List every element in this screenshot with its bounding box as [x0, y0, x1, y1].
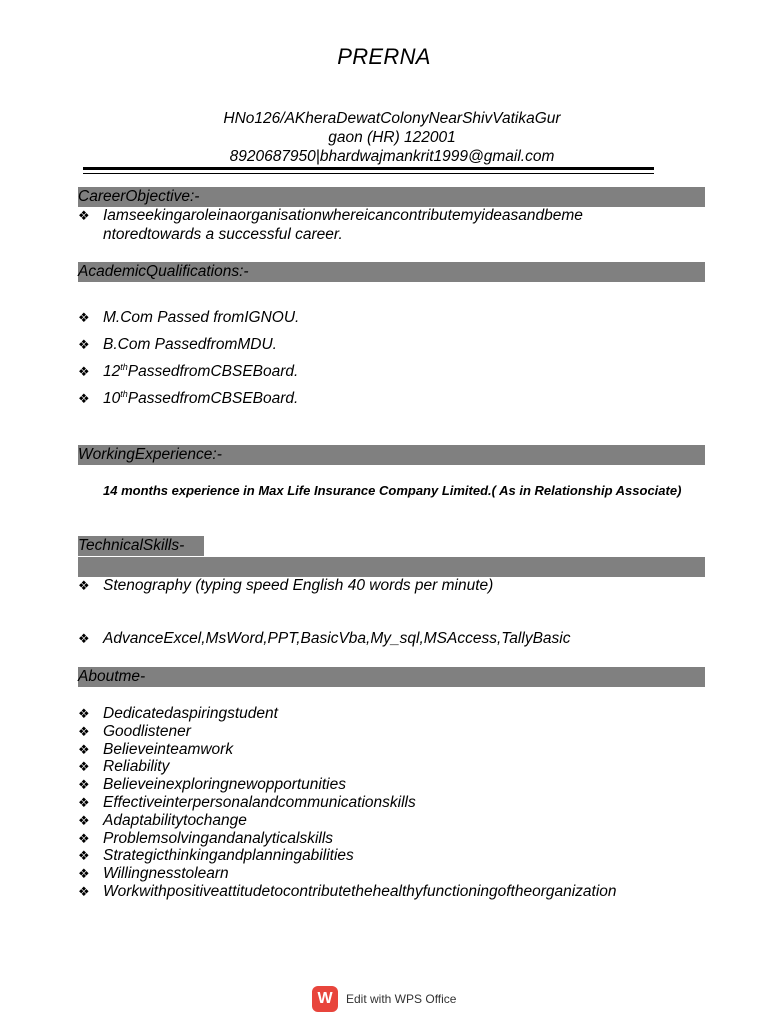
technical-section-title: TechnicalSkills-: [78, 537, 185, 554]
academic-item-text: M.Com Passed fromIGNOU.: [103, 309, 300, 326]
about-section-bar: [78, 667, 705, 687]
bullet-diamond-icon: ❖: [78, 794, 90, 810]
about-item-text: Adaptabilitytochange: [103, 811, 247, 829]
about-item-text: Problemsolvingandanalyticalskills: [103, 829, 334, 847]
ordinal-suffix: th: [120, 361, 128, 372]
bullet-diamond-icon: ❖: [78, 631, 90, 646]
about-section-title: Aboutme-: [78, 668, 146, 685]
bullet-diamond-icon: ❖: [78, 848, 90, 864]
about-item-text: Effectiveinterpersonalandcommunicationskills: [103, 793, 416, 811]
bullet-diamond-icon: ❖: [78, 364, 90, 379]
about-item-text: Dedicatedaspiringstudent: [103, 705, 278, 722]
address-line-2: gaon (HR) 122001: [328, 129, 456, 146]
work-section-title: WorkingExperience:-: [78, 446, 222, 463]
about-item-text: Reliability: [103, 758, 170, 776]
contact-line: 8920687950|bhardwajmankrit1999@gmail.com: [229, 148, 555, 165]
career-section-title: CareerObjective:-: [78, 188, 200, 205]
technical-skill-text: Stenography (typing speed English 40 words per minute): [103, 577, 494, 594]
bullet-diamond-icon: ❖: [78, 812, 90, 828]
wps-label: Edit with WPS Office: [346, 992, 457, 1006]
academic-section-title: AcademicQualifications:-: [78, 263, 249, 280]
about-item-text: Believeinteamwork: [103, 740, 234, 758]
about-item-text: Strategicthinkingandplanningabilities: [103, 847, 354, 865]
grade-number: 12: [103, 363, 121, 380]
bullet-diamond-icon: ❖: [78, 310, 90, 325]
academic-item-text: [103, 363, 298, 381]
bullet-diamond-icon: ❖: [78, 578, 90, 593]
address-line-1: HNo126/AKheraDewatColonyNearShivVatikaGur: [223, 110, 561, 127]
about-item-text: Willingnesstolearn: [103, 865, 229, 883]
edit-with-wps-button[interactable]: [312, 985, 456, 1013]
bullet-diamond-icon: ❖: [78, 777, 90, 793]
header-rule-thin: [83, 173, 654, 174]
wps-logo-icon: W: [312, 986, 338, 1012]
bullet-diamond-icon: ❖: [78, 759, 90, 775]
bullet-diamond-icon: ❖: [78, 208, 90, 223]
board-text: PassedfromCBSEBoard.: [127, 363, 299, 380]
bullet-diamond-icon: ❖: [78, 830, 90, 846]
grade-number: 10: [103, 390, 121, 407]
bullet-diamond-icon: ❖: [78, 741, 90, 757]
career-objective-line-1: Iamseekingaroleinaorganisationwhereicancontributemyideasandbeme: [103, 207, 583, 224]
bullet-diamond-icon: ❖: [78, 866, 90, 882]
header-rule-thick: [83, 167, 654, 170]
academic-item-text: [103, 390, 298, 408]
technical-skill-text: AdvanceExcel,MsWord,PPT,BasicVba,My_sql,MSAccess,TallyBasic: [103, 630, 571, 647]
candidate-name: PRERNA: [337, 44, 431, 69]
ordinal-suffix: th: [120, 388, 128, 399]
bullet-diamond-icon: ❖: [78, 337, 90, 352]
bullet-diamond-icon: ❖: [78, 723, 90, 739]
work-experience-text: 14 months experience in Max Life Insurance Company Limited.( As in Relationship Associate): [103, 483, 682, 498]
academic-item-text: B.Com PassedfromMDU.: [103, 336, 277, 353]
bullet-diamond-icon: ❖: [78, 391, 90, 406]
about-item-text: Workwithpositiveattitudetocontributethehealthyfunctioningoftheorganization: [103, 882, 617, 900]
bullet-diamond-icon: ❖: [78, 883, 90, 899]
board-text: PassedfromCBSEBoard.: [127, 390, 299, 407]
bullet-diamond-icon: ❖: [78, 706, 90, 721]
about-item-text: Believeinexploringnewopportunities: [103, 776, 346, 794]
career-objective-line-2: ntoredtowards a successful career.: [103, 226, 343, 243]
about-item-text: Goodlistener: [103, 722, 191, 740]
technical-section-bar: [78, 557, 705, 577]
